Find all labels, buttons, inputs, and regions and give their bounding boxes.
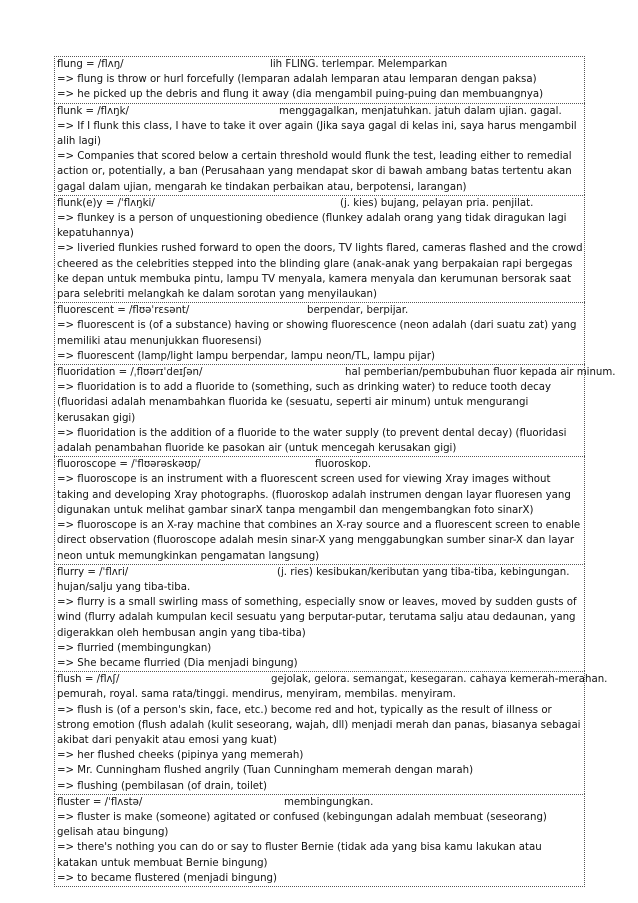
short-definition: menggagalkan, menjatuhkan. jatuh dalam ujian. gagal. xyxy=(279,105,562,117)
dictionary-entry xyxy=(54,564,585,671)
short-definition: fluoroskop. xyxy=(315,459,372,471)
headword-pronunciation: flung = /flʌŋ/ xyxy=(57,59,124,70)
entry-headline xyxy=(57,672,608,687)
example-line: => Companies that scored below a certain threshold would flunk the test, leading either to remedial action or, potentially, a ban (Perusahaan yang mendapat skor di bawah ambang batas tertentu akan gagal dalam ujian, mengarah ke tindakan perbaikan atau, berpotensi, larangan) xyxy=(57,151,572,193)
example-line: => fluoridation is to add a fluoride to (something, such as drinking water) to reduce tooth decay (fluoridasi adalah menambahkan fluorida ke (sesuatu, seperti air minum) untuk mengurangi kerusakan gigi) xyxy=(57,382,551,424)
dictionary-entry xyxy=(54,103,585,195)
headword-pronunciation: fluorescent = /flʊəˈrɛsənt/ xyxy=(57,305,190,317)
example-line: => he picked up the debris and flung it away (dia mengambil puing-puing dan membuangnya) xyxy=(57,89,544,101)
definition-continuation: pemurah, royal. sama rata/tinggi. mendirus, menyiram, membilas. menyiram. xyxy=(57,689,456,701)
definition-continuation: hujan/salju yang tiba-tiba. xyxy=(57,581,191,593)
dictionary-entry xyxy=(54,302,585,364)
short-definition: membingungkan. xyxy=(284,796,374,808)
example-line: => flurried (membingungkan) xyxy=(57,642,212,654)
example-line: => Mr. Cunningham flushed angrily (Tuan Cunningham memerah dengan marah) xyxy=(57,765,474,777)
headword-pronunciation: flurry = /ˈflʌri/ xyxy=(57,566,129,578)
short-definition: lih FLING. terlempar. Melemparkan xyxy=(270,59,448,70)
example-line: => to became flustered (menjadi bingung) xyxy=(57,872,277,884)
example-line: => fluorescent is (of a substance) having or showing fluorescence (neon adalah (dari suatu zat) yang memiliki atau menunjukkan fluoresensi) xyxy=(57,320,577,347)
headword-pronunciation: flunk(e)y = /ˈflʌŋki/ xyxy=(57,197,155,209)
headword-pronunciation: fluster = /ˈflʌstə/ xyxy=(57,796,143,808)
example-line: => She became flurried (Dia menjadi bingung) xyxy=(57,657,298,669)
short-definition: gejolak, gelora. semangat, kesegaran. cahaya kemerah-merahan. xyxy=(271,674,608,686)
entry-headline xyxy=(57,196,583,211)
example-line: => liveried flunkies rushed forward to open the doors, TV lights flared, cameras flashed and the crowd cheered as the celebrities stepped into the blinding glare (anak-anak yang berpakaian rapi bergegas ke depan untuk membuka pintu, lampu TV menyala, kamera menyala dan kerumunan bersorak saat para selebriti melangkah ke dalam sorotan yang menyilaukan) xyxy=(57,243,583,301)
example-line: => there's nothing you can do or say to fluster Bernie (tidak ada yang bisa kamu lakukan atau katakan untuk membuat Bernie bingung) xyxy=(57,842,542,869)
dictionary-page xyxy=(54,56,616,887)
example-line: => flushing (pembilasan (of drain, toilet) xyxy=(57,780,268,792)
short-definition: hal pemberian/pembubuhan fluor kepada air minum. xyxy=(345,367,616,379)
entry-headline xyxy=(57,365,616,380)
example-line: => flung is throw or hurl forcefully (lemparan adalah lemparan atau lemparan dengan paksa) xyxy=(57,74,537,86)
entry-headline xyxy=(57,303,583,318)
example-line: => If I flunk this class, I have to take it over again (Jika saya gagal di kelas ini, saya harus mengambil alih lagi) xyxy=(57,120,577,148)
dictionary-entry xyxy=(54,56,585,103)
dictionary-entry xyxy=(54,364,616,456)
example-line: => flunkey is a person of unquestioning obedience (flunkey adalah orang yang tidak diragukan lagi kepatuhannya) xyxy=(57,213,567,240)
example-line: => fluster is make (someone) agitated or confused (kebingungan adalah membuat (seseorang) gelisah atau bingung) xyxy=(57,811,547,839)
short-definition: berpendar, berpijar. xyxy=(307,305,409,317)
dictionary-entry xyxy=(54,456,585,563)
dictionary-entry xyxy=(54,794,585,887)
example-line: => her flushed cheeks (pipinya yang memerah) xyxy=(57,750,304,762)
entry-headline xyxy=(57,457,583,472)
entry-headline xyxy=(57,104,583,119)
example-line: => fluoroscope is an instrument with a fluorescent screen used for viewing Xray images without taking and developing Xray photographs. (fluoroskop adalah instrumen dengan layar fluoresen yang digunakan untuk melihat gambar sinarX tanpa mengambil dan mengembangkan foto sinarX) xyxy=(57,474,571,516)
headword-pronunciation: fluoridation = /ˌflʊərɪˈdeɪʃən/ xyxy=(57,367,203,379)
short-definition: (j. kies) bujang, pelayan pria. penjilat. xyxy=(340,197,534,209)
dictionary-entry xyxy=(54,671,608,794)
entry-headline xyxy=(57,57,583,72)
headword-pronunciation: flunk = /flʌŋk/ xyxy=(57,105,129,117)
example-line: => fluorescent (lamp/light lampu berpendar, lampu neon/TL, lampu pijar) xyxy=(57,350,435,362)
example-line: => flurry is a small swirling mass of something, especially snow or leaves, moved by sudden gusts of wind (flurry adalah kumpulan kecil sesuatu yang berputar-putar, terutama salju atau dedaunan, yang digerakkan oleh hembusan angin yang tiba-tiba) xyxy=(57,597,577,639)
short-definition: (j. ries) kesibukan/keributan yang tiba-tiba, kebingungan. xyxy=(277,566,570,578)
headword-pronunciation: fluoroscope = /ˈflʊərəskəʊp/ xyxy=(57,459,201,471)
headword-pronunciation: flush = /flʌʃ/ xyxy=(57,674,120,686)
example-line: => fluoroscope is an X-ray machine that combines an X-ray source and a fluorescent screen to enable direct observation (fluoroscope adalah mesin sinar-X yang menggabungkan sumber sinar-X dan layar neon untuk memungkinkan pengamatan langsung) xyxy=(57,520,581,562)
entry-headline xyxy=(57,565,583,580)
example-line: => fluoridation is the addition of a fluoride to the water supply (to prevent dental decay) (fluoridasi adalah penambahan fluoride ke pasokan air (untuk mencegah kerusakan gigi) xyxy=(57,427,567,455)
entry-headline xyxy=(57,795,583,810)
example-line: => flush is (of a person's skin, face, etc.) become red and hot, typically as the result of illness or strong emotion (flush adalah (kulit seseorang, wajah, dll) menjadi merah dan panas, biasanya sebagai akibat dari penyakit atau emosi yang kuat) xyxy=(57,704,581,746)
dictionary-entry xyxy=(54,195,585,302)
